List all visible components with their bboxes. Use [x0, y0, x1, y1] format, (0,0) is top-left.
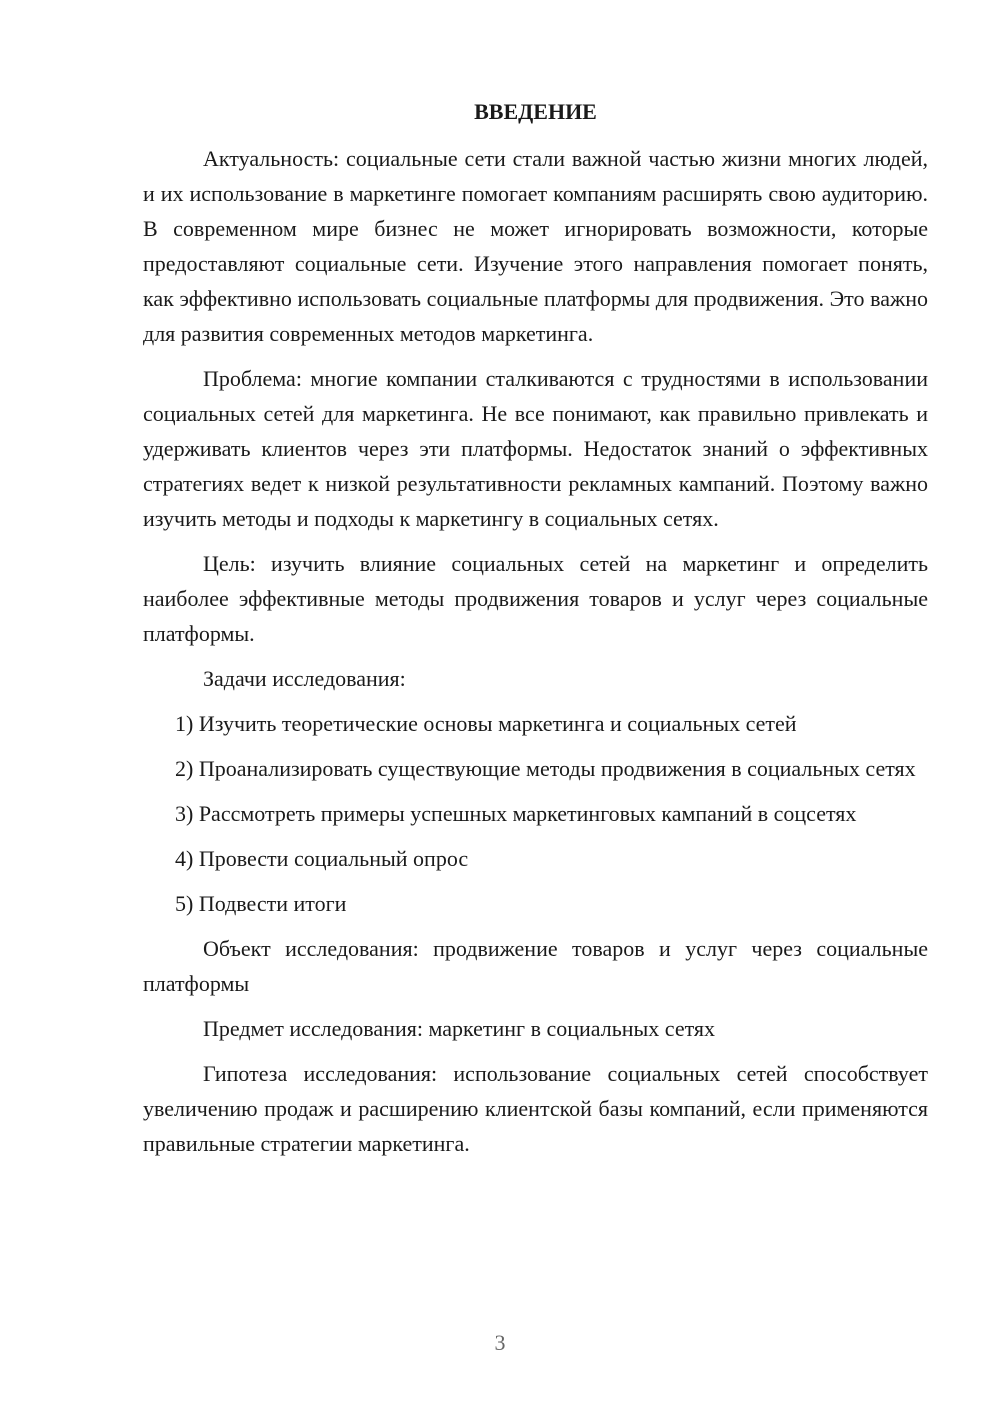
task-item-4: 4) Провести социальный опрос: [175, 846, 469, 871]
goal-paragraph: Цель: изучить влияние социальных сетей на маркетинг и определить наиболее эффективные методы продвижения товаров и услуг через социальные платформы.: [143, 551, 928, 646]
task-item-1: 1) Изучить теоретические основы маркетинга и социальных сетей: [175, 711, 797, 736]
hypothesis-paragraph: Гипотеза исследования: использование социальных сетей способствует увеличению продаж и расширению клиентской базы компаний, если применяются правильные стратегии маркетинга.: [143, 1061, 928, 1156]
tasks-heading: Задачи исследования:: [203, 666, 406, 691]
task-item-5: 5) Подвести итоги: [175, 891, 347, 916]
page-number: 3: [494, 1330, 506, 1355]
task-item-3: 3) Рассмотреть примеры успешных маркетинговых кампаний в соцсетях: [175, 801, 857, 826]
subject-paragraph: Предмет исследования: маркетинг в социальных сетях: [203, 1016, 716, 1041]
relevance-paragraph: Актуальность: социальные сети стали важной частью жизни многих людей, и их использование в маркетинге помогает компаниям расширять свою аудиторию. В современном мире бизнес не может игнорировать возможности, которые предоставляют социальные сети. Изучение этого направления помогает понять, как эффективно использовать социальные платформы для продвижения. Это важно для развития современных методов маркетинга.: [143, 146, 928, 346]
task-item-2: 2) Проанализировать существующие методы продвижения в социальных сетях: [175, 756, 916, 781]
document-page: [143, 94, 928, 1171]
object-paragraph: Объект исследования: продвижение товаров и услуг через социальные платформы: [143, 936, 928, 996]
page-title: ВВЕДЕНИЕ: [474, 99, 597, 124]
problem-paragraph: Проблема: многие компании сталкиваются с трудностями в использовании социальных сетей для маркетинга. Не все понимают, как правильно привлекать и удерживать клиентов через эти платформы. Недостаток знаний о эффективных стратегиях ведет к низкой результативности рекламных кампаний. Поэтому важно изучить методы и подходы к маркетингу в социальных сетях.: [143, 366, 928, 531]
